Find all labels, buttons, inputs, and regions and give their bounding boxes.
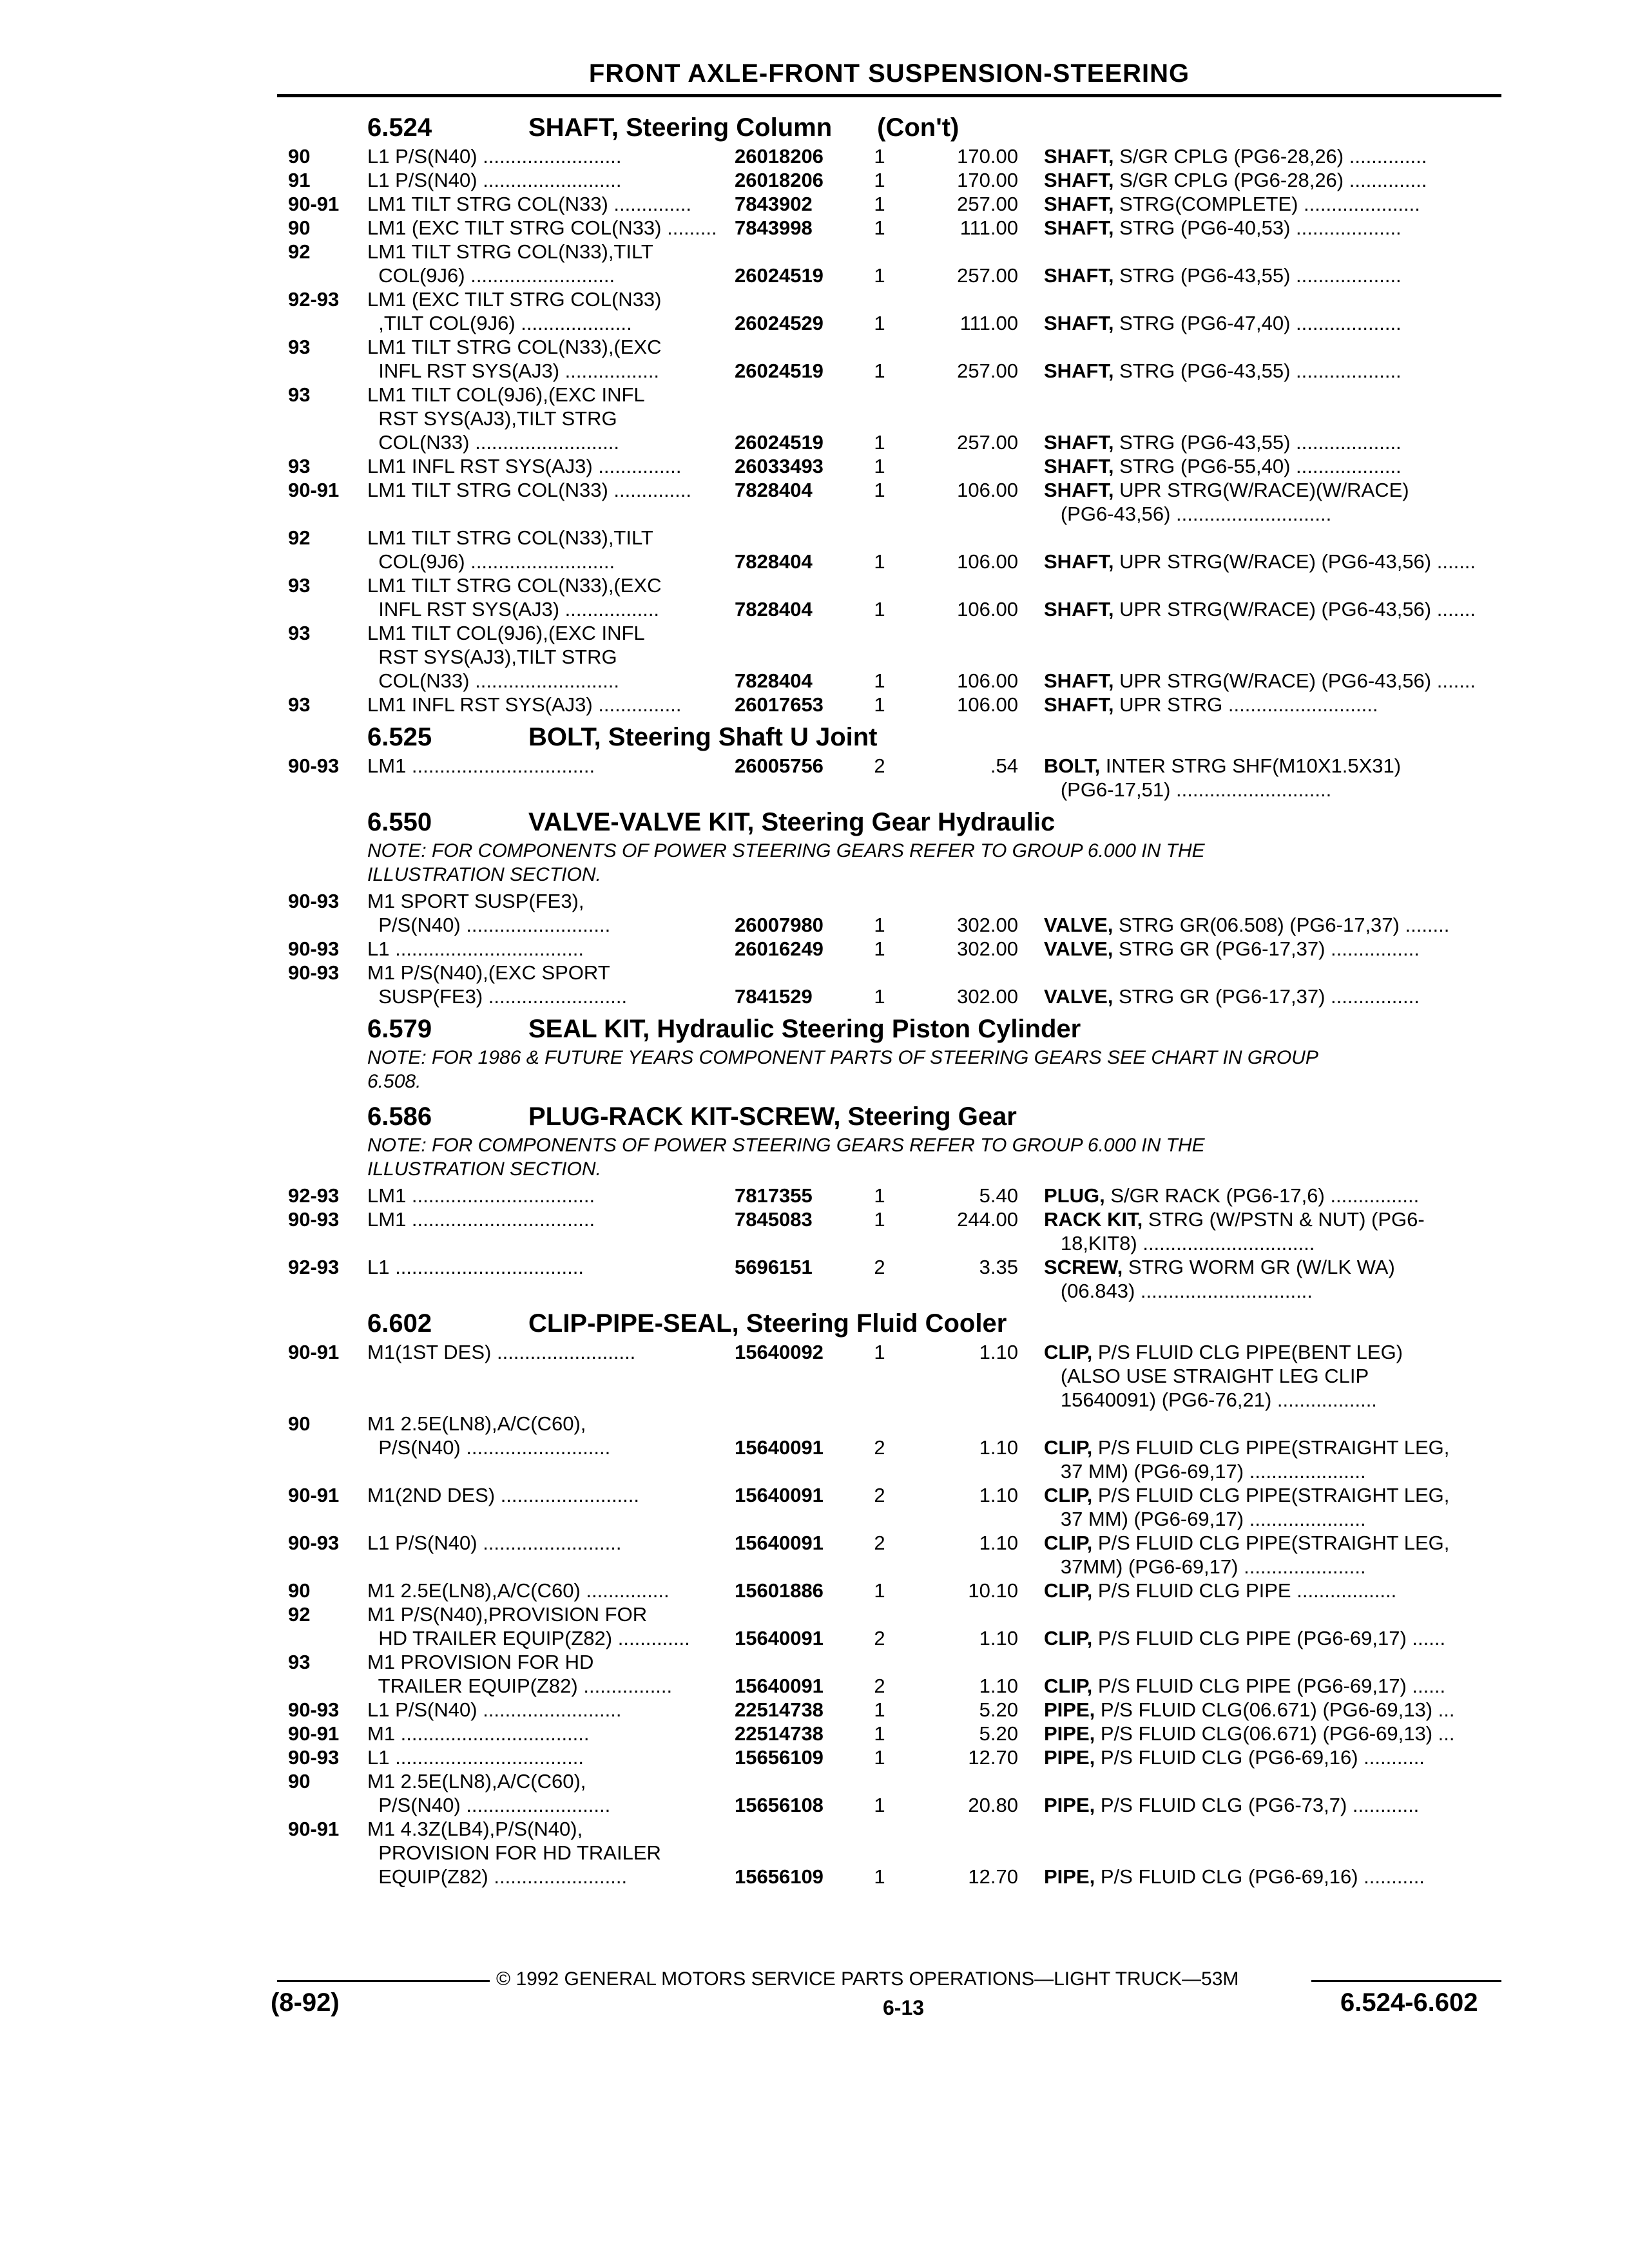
part-description: SHAFT, STRG (PG6-40,53) ................... bbox=[1044, 216, 1402, 239]
part-name: CLIP, bbox=[1044, 1532, 1093, 1554]
usage-text: L1 .................................. bbox=[367, 937, 584, 960]
part-description: SHAFT, UPR STRG(W/RACE) (PG6-43,56) ....... bbox=[1044, 598, 1476, 620]
part-number: 26033493 bbox=[735, 455, 824, 477]
part-row bbox=[0, 287, 1629, 335]
part-number: 26024529 bbox=[735, 312, 824, 334]
usage-text: L1 P/S(N40) ......................... bbox=[367, 1532, 622, 1554]
usage-text: LM1 TILT COL(9J6),(EXC INFL RST SYS(AJ3),TILT STRG COL(N33) .......................... bbox=[367, 383, 645, 454]
quantity: 1 bbox=[874, 360, 885, 382]
model-years: 93 bbox=[288, 693, 311, 716]
usage-text: LM1 (EXC TILT STRG COL(N33) ......... bbox=[367, 216, 717, 239]
part-name: PIPE, bbox=[1044, 1698, 1095, 1721]
part-description: PIPE, P/S FLUID CLG (PG6-73,7) ............ bbox=[1044, 1794, 1420, 1816]
section-number: 6.602 bbox=[367, 1309, 432, 1338]
list-price: 1.10 bbox=[979, 1675, 1018, 1697]
quantity: 1 bbox=[874, 145, 885, 168]
list-price: 170.00 bbox=[957, 169, 1018, 191]
part-number: 15640091 bbox=[735, 1675, 824, 1697]
part-number: 7828404 bbox=[735, 479, 813, 501]
section-heading bbox=[367, 1309, 1007, 1339]
part-row bbox=[0, 454, 1629, 478]
usage-text: LM1 TILT STRG COL(N33),TILT COL(9J6) .......................... bbox=[367, 240, 653, 287]
model-years: 92-93 bbox=[288, 288, 340, 311]
part-name: SHAFT, bbox=[1044, 598, 1114, 620]
model-years: 90-91 bbox=[288, 1818, 340, 1840]
part-description: PIPE, P/S FLUID CLG(06.671) (PG6-69,13) ... bbox=[1044, 1722, 1455, 1745]
part-description: SHAFT, UPR STRG(W/RACE)(W/RACE) (PG6-43,56) ............................ bbox=[1044, 479, 1409, 525]
usage-text: LM1 INFL RST SYS(AJ3) ............... bbox=[367, 693, 682, 716]
usage-text: M1(2ND DES) ......................... bbox=[367, 1484, 640, 1506]
model-years: 92 bbox=[288, 240, 311, 263]
part-row bbox=[0, 216, 1629, 240]
usage-text: M1 2.5E(LN8),A/C(C60) ............... bbox=[367, 1579, 670, 1602]
quantity: 1 bbox=[874, 550, 885, 573]
section-number: 6.524 bbox=[367, 113, 432, 142]
usage-text: LM1 TILT STRG COL(N33) .............. bbox=[367, 193, 692, 215]
part-row bbox=[0, 1207, 1629, 1255]
title-rule bbox=[277, 94, 1501, 97]
footer-page-number: 6-13 bbox=[883, 1996, 925, 2019]
part-row bbox=[0, 889, 1629, 937]
part-row bbox=[0, 526, 1629, 573]
list-price: 257.00 bbox=[957, 264, 1018, 287]
part-row bbox=[0, 168, 1629, 192]
section-title: SEAL KIT, Hydraulic Steering Piston Cylinder bbox=[528, 1015, 1081, 1043]
part-number: 7841529 bbox=[735, 985, 813, 1008]
part-number: 15640091 bbox=[735, 1532, 824, 1554]
list-price: 257.00 bbox=[957, 193, 1018, 215]
quantity: 2 bbox=[874, 1675, 885, 1697]
part-row bbox=[0, 1698, 1629, 1722]
part-row bbox=[0, 144, 1629, 168]
part-row bbox=[0, 621, 1629, 693]
quantity: 1 bbox=[874, 312, 885, 334]
list-price: 1.10 bbox=[979, 1484, 1018, 1506]
model-years: 93 bbox=[288, 622, 311, 644]
quantity: 2 bbox=[874, 754, 885, 777]
part-description: CLIP, P/S FLUID CLG PIPE(STRAIGHT LEG, 37 MM) (PG6-69,17) ..................... bbox=[1044, 1484, 1450, 1530]
model-years: 91 bbox=[288, 169, 311, 191]
part-description: SHAFT, STRG (PG6-55,40) ................... bbox=[1044, 455, 1402, 477]
part-number: 26024519 bbox=[735, 264, 824, 287]
part-row bbox=[0, 478, 1629, 526]
list-price: 1.10 bbox=[979, 1341, 1018, 1363]
quantity: 1 bbox=[874, 914, 885, 936]
model-years: 90-93 bbox=[288, 1698, 340, 1721]
model-years: 90-93 bbox=[288, 937, 340, 960]
model-years: 90-91 bbox=[288, 193, 340, 215]
quantity: 2 bbox=[874, 1436, 885, 1459]
part-row bbox=[0, 937, 1629, 961]
part-name: SHAFT, bbox=[1044, 550, 1114, 573]
part-row bbox=[0, 383, 1629, 454]
quantity: 1 bbox=[874, 216, 885, 239]
footer-copyright: © 1992 GENERAL MOTORS SERVICE PARTS OPERATIONS—LIGHT TRUCK—53M bbox=[496, 1968, 1239, 1990]
quantity: 1 bbox=[874, 1341, 885, 1363]
usage-text: LM1 ................................. bbox=[367, 1208, 595, 1231]
footer-section-range: 6.524-6.602 bbox=[1340, 1988, 1478, 2017]
page-title: FRONT AXLE-FRONT SUSPENSION-STEERING bbox=[588, 59, 1190, 88]
quantity: 2 bbox=[874, 1627, 885, 1649]
part-number: 15656109 bbox=[735, 1746, 824, 1769]
part-number: 15656108 bbox=[735, 1794, 824, 1816]
part-name: SHAFT, bbox=[1044, 216, 1114, 239]
part-name: CLIP, bbox=[1044, 1579, 1093, 1602]
model-years: 90 bbox=[288, 1412, 311, 1435]
part-description: SHAFT, STRG (PG6-43,55) ................... bbox=[1044, 431, 1402, 454]
model-years: 90-93 bbox=[288, 890, 340, 912]
part-name: CLIP, bbox=[1044, 1484, 1093, 1506]
quantity: 1 bbox=[874, 693, 885, 716]
part-name: BOLT, bbox=[1044, 754, 1101, 777]
part-name: SHAFT, bbox=[1044, 669, 1114, 692]
quantity: 1 bbox=[874, 1722, 885, 1745]
usage-text: M1 4.3Z(LB4),P/S(N40), PROVISION FOR HD TRAILER EQUIP(Z82) ........................ bbox=[367, 1818, 661, 1888]
quantity: 1 bbox=[874, 479, 885, 501]
section-heading bbox=[367, 1015, 1081, 1044]
list-price: 106.00 bbox=[957, 479, 1018, 501]
usage-text: LM1 ................................. bbox=[367, 1184, 595, 1207]
model-years: 93 bbox=[288, 383, 311, 406]
part-name: SHAFT, bbox=[1044, 455, 1114, 477]
model-years: 90-91 bbox=[288, 1341, 340, 1363]
usage-text: M1 2.5E(LN8),A/C(C60), P/S(N40) .......................... bbox=[367, 1412, 611, 1459]
model-years: 92-93 bbox=[288, 1184, 340, 1207]
part-name: PLUG, bbox=[1044, 1184, 1105, 1207]
part-description: PLUG, S/GR RACK (PG6-17,6) ................ bbox=[1044, 1184, 1420, 1207]
quantity: 2 bbox=[874, 1532, 885, 1554]
part-description: CLIP, P/S FLUID CLG PIPE (PG6-69,17) ...... bbox=[1044, 1627, 1446, 1649]
part-number: 7828404 bbox=[735, 598, 813, 620]
quantity: 1 bbox=[874, 431, 885, 454]
list-price: 170.00 bbox=[957, 145, 1018, 168]
quantity: 1 bbox=[874, 1746, 885, 1769]
part-name: CLIP, bbox=[1044, 1436, 1093, 1459]
section-number: 6.525 bbox=[367, 723, 432, 751]
list-price: 1.10 bbox=[979, 1436, 1018, 1459]
part-description: SHAFT, S/GR CPLG (PG6-28,26) .............. bbox=[1044, 169, 1427, 191]
model-years: 90-91 bbox=[288, 1484, 340, 1506]
part-description: SHAFT, STRG(COMPLETE) ..................... bbox=[1044, 193, 1420, 215]
model-years: 90 bbox=[288, 216, 311, 239]
section-heading bbox=[367, 113, 959, 143]
list-price: 257.00 bbox=[957, 360, 1018, 382]
part-name: VALVE, bbox=[1044, 985, 1113, 1008]
section-note: NOTE: FOR COMPONENTS OF POWER STEERING GEARS REFER TO GROUP 6.000 IN THE ILLUSTRATION SECTION. bbox=[367, 840, 1205, 885]
part-description: SCREW, STRG WORM GR (W/LK WA) (06.843) ............................... bbox=[1044, 1256, 1395, 1302]
usage-text: M1 PROVISION FOR HD TRAILER EQUIP(Z82) ................ bbox=[367, 1651, 673, 1697]
part-description: SHAFT, UPR STRG(W/RACE) (PG6-43,56) ....... bbox=[1044, 669, 1476, 692]
part-description: VALVE, STRG GR (PG6-17,37) ................ bbox=[1044, 985, 1420, 1008]
quantity: 1 bbox=[874, 1698, 885, 1721]
list-price: 20.80 bbox=[968, 1794, 1018, 1816]
model-years: 92-93 bbox=[288, 1256, 340, 1278]
part-description: CLIP, P/S FLUID CLG PIPE .................. bbox=[1044, 1579, 1397, 1602]
part-description: SHAFT, STRG (PG6-43,55) ................... bbox=[1044, 264, 1402, 287]
part-number: 15640091 bbox=[735, 1627, 824, 1649]
list-price: 302.00 bbox=[957, 937, 1018, 960]
model-years: 90-91 bbox=[288, 1722, 340, 1745]
quantity: 2 bbox=[874, 1484, 885, 1506]
list-price: 106.00 bbox=[957, 598, 1018, 620]
part-number: 15640091 bbox=[735, 1484, 824, 1506]
list-price: .54 bbox=[990, 754, 1018, 777]
model-years: 90-93 bbox=[288, 1532, 340, 1554]
part-number: 15640092 bbox=[735, 1341, 824, 1363]
list-price: 106.00 bbox=[957, 550, 1018, 573]
section-heading bbox=[367, 1102, 1017, 1132]
model-years: 90-93 bbox=[288, 961, 340, 984]
part-row bbox=[0, 693, 1629, 716]
part-number: 26018206 bbox=[735, 169, 824, 191]
usage-text: M1 .................................. bbox=[367, 1722, 590, 1745]
list-price: 1.10 bbox=[979, 1627, 1018, 1649]
quantity: 1 bbox=[874, 937, 885, 960]
usage-text: LM1 ................................. bbox=[367, 754, 595, 777]
model-years: 93 bbox=[288, 455, 311, 477]
usage-text: L1 P/S(N40) ......................... bbox=[367, 145, 622, 168]
model-years: 92 bbox=[288, 1603, 311, 1626]
model-years: 92 bbox=[288, 526, 311, 549]
part-number: 26024519 bbox=[735, 360, 824, 382]
quantity: 1 bbox=[874, 264, 885, 287]
model-years: 90 bbox=[288, 145, 311, 168]
section-title: CLIP-PIPE-SEAL, Steering Fluid Cooler bbox=[528, 1309, 1007, 1338]
section-number: 6.586 bbox=[367, 1102, 432, 1131]
part-name: SHAFT, bbox=[1044, 479, 1114, 501]
part-number: 7845083 bbox=[735, 1208, 813, 1231]
usage-text: M1(1ST DES) ......................... bbox=[367, 1341, 636, 1363]
part-name: SHAFT, bbox=[1044, 431, 1114, 454]
usage-text: M1 2.5E(LN8),A/C(C60), P/S(N40) .......................... bbox=[367, 1770, 611, 1816]
part-description: PIPE, P/S FLUID CLG (PG6-69,16) ........... bbox=[1044, 1746, 1425, 1769]
usage-text: L1 .................................. bbox=[367, 1256, 584, 1278]
model-years: 90-93 bbox=[288, 1746, 340, 1769]
section-title: PLUG-RACK KIT-SCREW, Steering Gear bbox=[528, 1102, 1017, 1131]
part-number: 22514738 bbox=[735, 1698, 824, 1721]
part-description: VALVE, STRG GR (PG6-17,37) ................ bbox=[1044, 937, 1420, 960]
part-row bbox=[0, 1602, 1629, 1650]
model-years: 90-93 bbox=[288, 754, 340, 777]
usage-text: LM1 (EXC TILT STRG COL(N33) ,TILT COL(9J6) .................... bbox=[367, 288, 662, 334]
model-years: 90-91 bbox=[288, 479, 340, 501]
part-number: 22514738 bbox=[735, 1722, 824, 1745]
quantity: 1 bbox=[874, 169, 885, 191]
part-description: CLIP, P/S FLUID CLG PIPE(STRAIGHT LEG, 37 MM) (PG6-69,17) ..................... bbox=[1044, 1436, 1450, 1483]
list-price: 106.00 bbox=[957, 693, 1018, 716]
usage-text: LM1 TILT STRG COL(N33) .............. bbox=[367, 479, 692, 501]
part-name: PIPE, bbox=[1044, 1746, 1095, 1769]
part-row bbox=[0, 961, 1629, 1008]
section-note: NOTE: FOR COMPONENTS OF POWER STEERING GEARS REFER TO GROUP 6.000 IN THE ILLUSTRATION SECTION. bbox=[367, 1135, 1205, 1180]
part-name: PIPE, bbox=[1044, 1865, 1095, 1888]
usage-text: M1 P/S(N40),(EXC SPORT SUSP(FE3) ......................... bbox=[367, 961, 628, 1008]
part-description: CLIP, P/S FLUID CLG PIPE(STRAIGHT LEG, 37MM) (PG6-69,17) ...................... bbox=[1044, 1532, 1450, 1578]
part-number: 26007980 bbox=[735, 914, 824, 936]
part-name: SHAFT, bbox=[1044, 360, 1114, 382]
part-row bbox=[0, 1817, 1629, 1888]
section-title: BOLT, Steering Shaft U Joint bbox=[528, 723, 878, 751]
part-number: 7817355 bbox=[735, 1184, 813, 1207]
part-description: BOLT, INTER STRG SHF(M10X1.5X31) (PG6-17,51) ............................ bbox=[1044, 754, 1402, 801]
list-price: 257.00 bbox=[957, 431, 1018, 454]
section-number: 6.579 bbox=[367, 1015, 432, 1043]
part-name: VALVE, bbox=[1044, 914, 1113, 936]
part-description: SHAFT, S/GR CPLG (PG6-28,26) .............. bbox=[1044, 145, 1427, 168]
quantity: 1 bbox=[874, 1184, 885, 1207]
model-years: 90-93 bbox=[288, 1208, 340, 1231]
part-name: SHAFT, bbox=[1044, 145, 1114, 168]
usage-text: LM1 TILT COL(9J6),(EXC INFL RST SYS(AJ3),TILT STRG COL(N33) .......................... bbox=[367, 622, 645, 692]
model-years: 93 bbox=[288, 574, 311, 597]
section-continued: (Con't) bbox=[877, 113, 959, 142]
part-number: 15601886 bbox=[735, 1579, 824, 1602]
part-row bbox=[0, 1255, 1629, 1303]
part-number: 26005756 bbox=[735, 754, 824, 777]
footer-rule-left bbox=[277, 1980, 490, 1982]
usage-text: LM1 INFL RST SYS(AJ3) ............... bbox=[367, 455, 682, 477]
part-row bbox=[0, 1340, 1629, 1412]
section-number: 6.550 bbox=[367, 808, 432, 836]
part-name: SHAFT, bbox=[1044, 193, 1114, 215]
model-years: 90 bbox=[288, 1579, 311, 1602]
part-number: 15640091 bbox=[735, 1436, 824, 1459]
list-price: 10.10 bbox=[968, 1579, 1018, 1602]
part-description: CLIP, P/S FLUID CLG PIPE(BENT LEG) (ALSO USE STRAIGHT LEG CLIP 15640091) (PG6-76,21) .................. bbox=[1044, 1341, 1403, 1411]
usage-text: L1 .................................. bbox=[367, 1746, 584, 1769]
part-description: CLIP, P/S FLUID CLG PIPE (PG6-69,17) ...... bbox=[1044, 1675, 1446, 1697]
part-row bbox=[0, 1722, 1629, 1745]
part-description: SHAFT, UPR STRG(W/RACE) (PG6-43,56) ....... bbox=[1044, 550, 1476, 573]
model-years: 93 bbox=[288, 336, 311, 358]
part-name: SHAFT, bbox=[1044, 264, 1114, 287]
list-price: 106.00 bbox=[957, 669, 1018, 692]
model-years: 93 bbox=[288, 1651, 311, 1673]
part-number: 7843998 bbox=[735, 216, 813, 239]
section-title: VALVE-VALVE KIT, Steering Gear Hydraulic bbox=[528, 808, 1055, 836]
usage-text: LM1 TILT STRG COL(N33),(EXC INFL RST SYS(AJ3) ................. bbox=[367, 574, 662, 620]
part-row bbox=[0, 1184, 1629, 1207]
list-price: 111.00 bbox=[959, 312, 1018, 334]
part-description: PIPE, P/S FLUID CLG (PG6-69,16) ........... bbox=[1044, 1865, 1425, 1888]
list-price: 5.20 bbox=[979, 1722, 1018, 1745]
part-number: 7828404 bbox=[735, 669, 813, 692]
footer-rule-right bbox=[1311, 1980, 1501, 1982]
part-number: 26024519 bbox=[735, 431, 824, 454]
part-name: SHAFT, bbox=[1044, 169, 1114, 191]
quantity: 1 bbox=[874, 1579, 885, 1602]
part-name: SHAFT, bbox=[1044, 312, 1114, 334]
quantity: 2 bbox=[874, 1256, 885, 1278]
list-price: 1.10 bbox=[979, 1532, 1018, 1554]
list-price: 244.00 bbox=[957, 1208, 1018, 1231]
part-row bbox=[0, 1579, 1629, 1602]
list-price: 111.00 bbox=[959, 216, 1018, 239]
quantity: 1 bbox=[874, 455, 885, 477]
list-price: 3.35 bbox=[979, 1256, 1018, 1278]
part-row bbox=[0, 754, 1629, 802]
part-row bbox=[0, 1769, 1629, 1817]
part-row bbox=[0, 1483, 1629, 1531]
part-description: RACK KIT, STRG (W/PSTN & NUT) (PG6- 18,KIT8) ............................... bbox=[1044, 1208, 1425, 1254]
part-description: SHAFT, UPR STRG ........................... bbox=[1044, 693, 1378, 716]
part-description: SHAFT, STRG (PG6-43,55) ................... bbox=[1044, 360, 1402, 382]
part-number: 15656109 bbox=[735, 1865, 824, 1888]
part-row bbox=[0, 573, 1629, 621]
quantity: 1 bbox=[874, 1865, 885, 1888]
part-row bbox=[0, 1412, 1629, 1483]
usage-text: LM1 TILT STRG COL(N33),TILT COL(9J6) .......................... bbox=[367, 526, 653, 573]
part-name: RACK KIT, bbox=[1044, 1208, 1143, 1231]
usage-text: L1 P/S(N40) ......................... bbox=[367, 1698, 622, 1721]
part-name: PIPE, bbox=[1044, 1722, 1095, 1745]
quantity: 1 bbox=[874, 1208, 885, 1231]
usage-text: LM1 TILT STRG COL(N33),(EXC INFL RST SYS(AJ3) ................. bbox=[367, 336, 662, 382]
usage-text: L1 P/S(N40) ......................... bbox=[367, 169, 622, 191]
part-row bbox=[0, 1531, 1629, 1579]
part-row bbox=[0, 192, 1629, 216]
quantity: 1 bbox=[874, 985, 885, 1008]
part-row bbox=[0, 1650, 1629, 1698]
list-price: 5.40 bbox=[979, 1184, 1018, 1207]
part-name: CLIP, bbox=[1044, 1341, 1093, 1363]
section-heading bbox=[367, 723, 878, 753]
part-number: 26016249 bbox=[735, 937, 824, 960]
part-number: 7828404 bbox=[735, 550, 813, 573]
usage-text: M1 SPORT SUSP(FE3), P/S(N40) .......................... bbox=[367, 890, 611, 936]
list-price: 12.70 bbox=[968, 1746, 1018, 1769]
part-name: SCREW, bbox=[1044, 1256, 1123, 1278]
part-description: SHAFT, STRG (PG6-47,40) ................... bbox=[1044, 312, 1402, 334]
part-row bbox=[0, 1745, 1629, 1769]
list-price: 5.20 bbox=[979, 1698, 1018, 1721]
part-number: 7843902 bbox=[735, 193, 813, 215]
section-heading bbox=[367, 808, 1055, 838]
quantity: 1 bbox=[874, 598, 885, 620]
part-name: PIPE, bbox=[1044, 1794, 1095, 1816]
part-name: VALVE, bbox=[1044, 937, 1113, 960]
part-row bbox=[0, 240, 1629, 287]
usage-text: M1 P/S(N40),PROVISION FOR HD TRAILER EQUIP(Z82) ............. bbox=[367, 1603, 690, 1649]
list-price: 302.00 bbox=[957, 985, 1018, 1008]
part-number: 26017653 bbox=[735, 693, 824, 716]
part-name: SHAFT, bbox=[1044, 693, 1114, 716]
model-years: 90 bbox=[288, 1770, 311, 1792]
part-name: CLIP, bbox=[1044, 1627, 1093, 1649]
part-description: VALVE, STRG GR(06.508) (PG6-17,37) ........ bbox=[1044, 914, 1450, 936]
quantity: 1 bbox=[874, 669, 885, 692]
list-price: 12.70 bbox=[968, 1865, 1018, 1888]
part-number: 26018206 bbox=[735, 145, 824, 168]
quantity: 1 bbox=[874, 1794, 885, 1816]
part-row bbox=[0, 335, 1629, 383]
section-title: SHAFT, Steering Column bbox=[528, 113, 833, 142]
part-description: PIPE, P/S FLUID CLG(06.671) (PG6-69,13) ... bbox=[1044, 1698, 1455, 1721]
list-price: 302.00 bbox=[957, 914, 1018, 936]
quantity: 1 bbox=[874, 193, 885, 215]
footer-date: (8-92) bbox=[271, 1988, 340, 2017]
part-name: CLIP, bbox=[1044, 1675, 1093, 1697]
part-number: 5696151 bbox=[735, 1256, 813, 1278]
section-note: NOTE: FOR 1986 & FUTURE YEARS COMPONENT PARTS OF STEERING GEARS SEE CHART IN GROUP 6.508. bbox=[367, 1047, 1318, 1092]
